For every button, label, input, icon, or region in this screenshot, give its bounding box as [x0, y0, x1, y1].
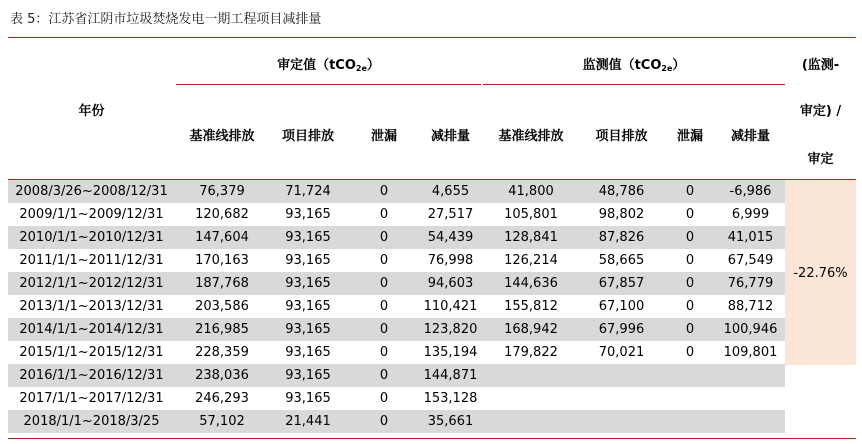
- ratio-value: -22.76%: [793, 266, 848, 281]
- bottom-rule: [8, 438, 856, 439]
- col-header-audited-reduction: 减排量: [430, 129, 470, 144]
- cell-m-proj: 67,996: [598, 322, 645, 337]
- cell-m-base: 128,841: [504, 230, 558, 245]
- cell-m-base: [483, 364, 579, 387]
- table-row: [8, 203, 785, 226]
- cell-a-base: 170,163: [195, 253, 249, 268]
- cell-period: 2016/1/1~2016/12/31: [19, 368, 164, 383]
- cell-m-base: 144,636: [504, 276, 558, 291]
- cell-a-leak: 0: [379, 253, 389, 268]
- cell-m-leak: [664, 410, 716, 433]
- cell-m-base: 126,214: [504, 253, 558, 268]
- cell-m-proj: 67,100: [598, 299, 645, 314]
- cell-a-leak: 0: [379, 276, 389, 291]
- cell-a-leak: 0: [379, 322, 389, 337]
- col-header-monitored-project: 项目排放: [595, 129, 648, 144]
- cell-m-leak: 0: [685, 253, 695, 268]
- table-row: [8, 295, 785, 318]
- table-caption: 表 5：江苏省江阴市垃圾焚烧发电一期工程项目减排量: [10, 12, 322, 27]
- cell-period: 2010/1/1~2010/12/31: [19, 230, 164, 245]
- audited-group-rule: [176, 84, 481, 85]
- year-header: 年份: [78, 104, 105, 119]
- cell-a-leak: 0: [379, 368, 389, 383]
- cell-period: 2008/3/26~2008/12/31: [15, 184, 168, 199]
- cell-a-leak: 0: [379, 391, 389, 406]
- cell-a-base: 147,604: [195, 230, 249, 245]
- cell-a-leak: 0: [379, 414, 389, 429]
- cell-a-red: 27,517: [427, 207, 474, 222]
- cell-a-base: 228,359: [195, 345, 249, 360]
- cell-m-red: [716, 410, 785, 433]
- table-row: [8, 387, 785, 410]
- cell-m-proj: 87,826: [598, 230, 645, 245]
- cell-period: 2009/1/1~2009/12/31: [19, 207, 164, 222]
- cell-a-red: 94,603: [427, 276, 474, 291]
- cell-period: 2013/1/1~2013/12/31: [19, 299, 164, 314]
- cell-m-proj: 70,021: [598, 345, 645, 360]
- cell-a-red: 54,439: [427, 230, 474, 245]
- col-header-audited-project: 项目排放: [281, 129, 334, 144]
- cell-m-base: 179,822: [504, 345, 558, 360]
- monitored-group-prefix: 监测值（tCO: [582, 58, 662, 73]
- cell-a-red: 135,194: [423, 345, 478, 360]
- top-rule: [8, 37, 856, 38]
- cell-m-leak: 0: [685, 184, 695, 199]
- cell-a-red: 153,128: [423, 391, 478, 406]
- cell-m-base: 41,800: [508, 184, 554, 199]
- cell-a-red: 123,820: [423, 322, 478, 337]
- audited-group-sub: 2e: [355, 64, 367, 73]
- cell-m-proj: 98,802: [598, 207, 645, 222]
- cell-m-red: 41,015: [727, 230, 774, 245]
- cell-a-base: 57,102: [199, 414, 245, 429]
- cell-period: 2014/1/1~2014/12/31: [19, 322, 164, 337]
- table-row: [8, 226, 785, 249]
- audited-group-prefix: 审定值（tCO: [277, 58, 356, 73]
- table-row: [8, 272, 785, 295]
- cell-a-red: 4,655: [431, 184, 470, 199]
- cell-a-proj: 93,165: [285, 253, 331, 268]
- monitored-group-header: [483, 54, 785, 73]
- table-row: [8, 249, 785, 272]
- cell-a-proj: 93,165: [285, 391, 331, 406]
- cell-a-red: 35,661: [427, 414, 474, 429]
- cell-a-base: 216,985: [195, 322, 249, 337]
- table-row: [8, 180, 785, 203]
- cell-m-leak: 0: [685, 276, 695, 291]
- col-header-audited-leakage: 泄漏: [370, 129, 397, 144]
- col-header-monitored-baseline: 基准线排放: [498, 129, 564, 144]
- cell-a-proj: 93,165: [285, 230, 331, 245]
- cell-m-base: [483, 410, 579, 433]
- cell-a-red: 110,421: [423, 299, 478, 314]
- cell-m-red: 76,779: [727, 276, 774, 291]
- cell-m-red: 109,801: [723, 345, 778, 360]
- cell-a-proj: 93,165: [285, 322, 331, 337]
- cell-a-leak: 0: [379, 184, 389, 199]
- col-header-monitored-leakage: 泄漏: [676, 129, 703, 144]
- cell-m-leak: 0: [685, 207, 695, 222]
- cell-m-base: 168,942: [504, 322, 558, 337]
- cell-m-base: 105,801: [504, 207, 558, 222]
- cell-m-red: [716, 364, 785, 387]
- cell-period: 2011/1/1~2011/12/31: [19, 253, 164, 268]
- ratio-header-line-1: (监测-: [801, 58, 840, 73]
- monitored-group-sub: 2e: [661, 64, 673, 73]
- cell-a-leak: 0: [379, 207, 389, 222]
- ratio-header-line-2: 审定) /: [799, 104, 842, 119]
- cell-a-leak: 0: [379, 345, 389, 360]
- cell-period: 2018/1/1~2018/3/25: [23, 414, 160, 429]
- col-header-audited-baseline: 基准线排放: [189, 129, 255, 144]
- cell-m-proj: [579, 387, 664, 410]
- cell-a-proj: 21,441: [285, 414, 331, 429]
- table-row: [8, 364, 785, 387]
- cell-m-red: 88,712: [727, 299, 774, 314]
- cell-a-proj: 93,165: [285, 207, 331, 222]
- ratio-header-line-3: 审定: [807, 152, 834, 167]
- cell-a-proj: 93,165: [285, 345, 331, 360]
- audited-group-suffix: ）: [366, 58, 380, 73]
- cell-a-base: 76,379: [199, 184, 245, 199]
- cell-m-leak: 0: [685, 345, 695, 360]
- cell-a-base: 238,036: [195, 368, 249, 383]
- cell-m-red: [716, 387, 785, 410]
- col-header-monitored-reduction: 减排量: [730, 129, 770, 144]
- cell-m-leak: 0: [685, 299, 695, 314]
- cell-a-red: 76,998: [427, 253, 474, 268]
- cell-m-red: 67,549: [727, 253, 774, 268]
- cell-m-leak: 0: [685, 230, 695, 245]
- cell-period: 2017/1/1~2017/12/31: [19, 391, 164, 406]
- cell-a-base: 120,682: [195, 207, 249, 222]
- cell-a-proj: 93,165: [285, 368, 331, 383]
- audited-group-header: [176, 54, 481, 73]
- monitored-group-rule: [483, 84, 785, 85]
- cell-a-base: 203,586: [195, 299, 249, 314]
- cell-a-proj: 93,165: [285, 299, 331, 314]
- cell-a-proj: 93,165: [285, 276, 331, 291]
- cell-m-leak: [664, 364, 716, 387]
- cell-m-red: 6,999: [731, 207, 770, 222]
- monitored-group-suffix: ）: [672, 58, 686, 73]
- cell-a-red: 144,871: [423, 368, 478, 383]
- cell-m-base: [483, 387, 579, 410]
- cell-m-proj: 58,665: [598, 253, 645, 268]
- cell-a-base: 187,768: [195, 276, 249, 291]
- cell-a-leak: 0: [379, 230, 389, 245]
- cell-m-leak: [664, 387, 716, 410]
- cell-a-base: 246,293: [195, 391, 249, 406]
- table-row: [8, 341, 785, 364]
- cell-m-proj: [579, 410, 664, 433]
- cell-a-proj: 71,724: [285, 184, 331, 199]
- cell-m-leak: 0: [685, 322, 695, 337]
- cell-m-red: -6,986: [729, 184, 772, 199]
- table-row: [8, 410, 785, 433]
- cell-period: 2015/1/1~2015/12/31: [19, 345, 164, 360]
- cell-m-base: 155,812: [504, 299, 558, 314]
- cell-a-leak: 0: [379, 299, 389, 314]
- cell-period: 2012/1/1~2012/12/31: [19, 276, 164, 291]
- cell-m-proj: 48,786: [598, 184, 645, 199]
- cell-m-proj: 67,857: [598, 276, 645, 291]
- table-row: [8, 318, 785, 341]
- cell-m-red: 100,946: [723, 322, 778, 337]
- cell-m-proj: [579, 364, 664, 387]
